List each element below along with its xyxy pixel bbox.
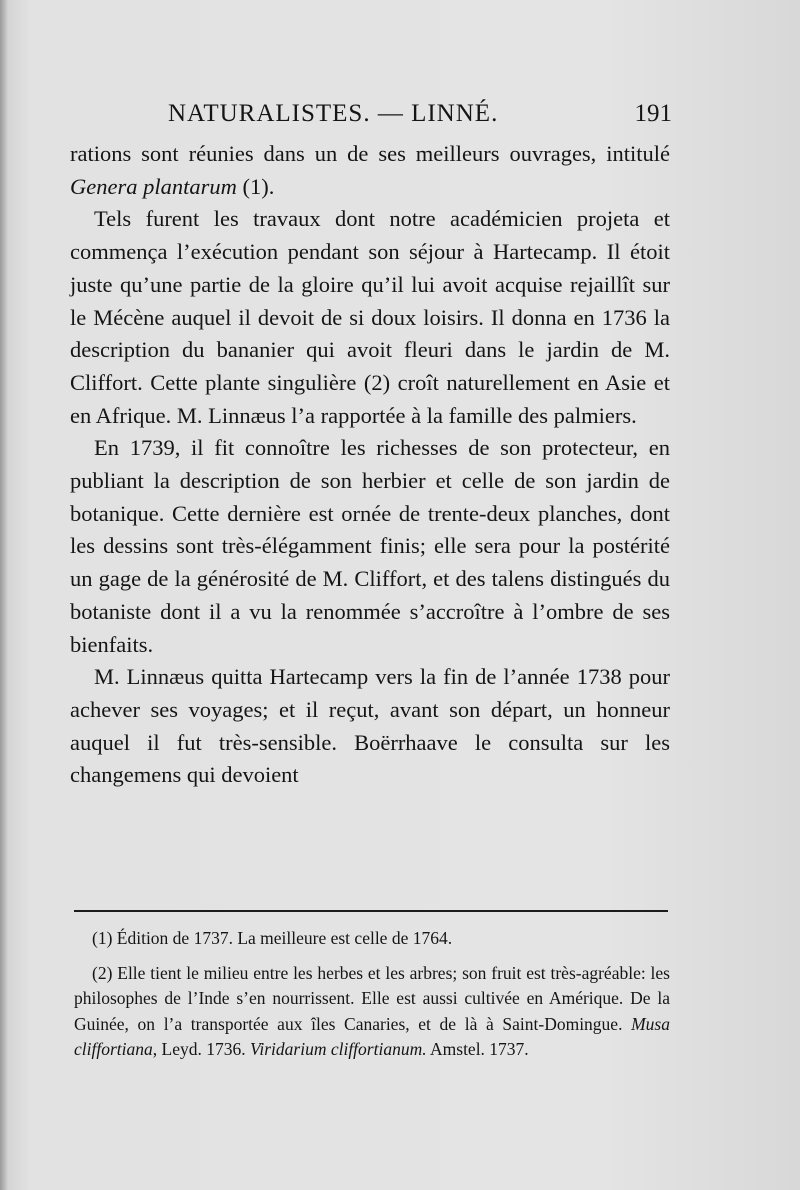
paragraph-1-start: rations sont réunies dans un de ses meilleurs ouvrages, intitulé xyxy=(70,141,670,166)
running-title: NATURALISTES. — LINNÉ. xyxy=(168,100,499,127)
footnote-2 xyxy=(74,961,670,1063)
paragraph-1-italic-title: Genera plantarum xyxy=(70,173,237,199)
footnote-rule xyxy=(74,910,668,912)
paragraph-2: Tels furent les travaux dont notre académicien projeta et commença l’exécution pendant son séjour à Hartecamp. Il étoit juste qu’une partie de la gloire qu’il lui avoit acquise rejaillît sur le Mécène auquel il devoit de si doux loisirs. Il donna en 1736 la description du bananier qui avoit fleuri dans le jardin de M. Cliffort. Cette plante singulière (2) croît naturellement en Asie et en Afrique. M. Linnæus l’a rapportée à la famille des palmiers. xyxy=(70,206,670,428)
footnote-2-italic-2: Viridarium cliffortianum. xyxy=(249,1039,427,1059)
paragraph-1-end: (1). xyxy=(236,173,275,199)
footnote-1: (1) Édition de 1737. La meilleure est celle de 1764. xyxy=(92,928,453,948)
footnote-2-end: Amstel. 1737. xyxy=(426,1039,529,1059)
page-gutter-shadow xyxy=(0,0,8,1190)
footnotes xyxy=(74,926,670,1063)
body-text xyxy=(70,138,670,792)
paragraph-4: M. Linnæus quitta Hartecamp vers la fin de l’année 1738 pour achever ses voyages; et il reçut, avant son départ, un honneur auquel il fut très-sensible. Boërrhaave le consulta sur les changemens qui devoient xyxy=(70,664,670,788)
page-header xyxy=(72,100,672,140)
page-number: 191 xyxy=(634,100,672,127)
footnote-2-text: (2) Elle tient le milieu entre les herbes et les arbres; son fruit est très-agréable: les philosophes de l’Inde s’en nourrissent. Elle est aussi cultivée en Amérique. De la Guinée, on l’a transportée aux îles Canaries, et de là à Saint-Domingue. xyxy=(74,962,670,1034)
footnote-2-mid: , Leyd. 1736. xyxy=(152,1039,250,1059)
paragraph-1 xyxy=(70,138,670,203)
paragraph-3: En 1739, il fit connoître les richesses de son protecteur, en publiant la description de son herbier et celle de son jardin de botanique. Cette dernière est ornée de trente-deux planches, dont les dessins sont très-élégamment finis; elle sera pour la postérité un gage de la générosité de M. Cliffort, et des talens distingués du botaniste dont il a vu la renommée s’accroître à l’ombre de ses bienfaits. xyxy=(70,435,670,657)
footnote-2-italic-1: Musa cliffortiana xyxy=(74,1013,670,1059)
